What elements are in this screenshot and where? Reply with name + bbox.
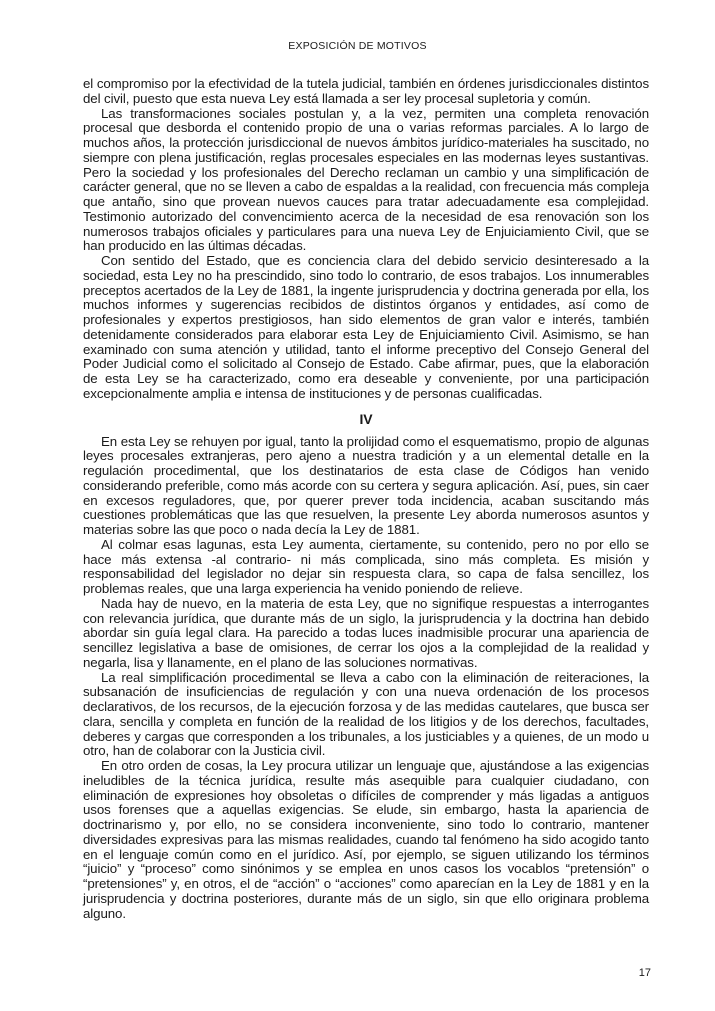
paragraph: En esta Ley se rehuyen por igual, tanto la prolijidad como el esquematismo, propio de algunas leyes procesales extranjeras, pero ajeno a nuestra tradición y a un elemental detalle en la regulación procedimental, que los destinatarios de esta clase de Códigos han venido considerando preferible, como más acorde con su certera y segura aplicación. Así, pues, sin caer en excesos reguladores, que, por querer prever toda incidencia, acaban suscitando más cuestiones problemáticas que las que resuelven, la presente Ley aborda numerosos asuntos y materias sobre las que poco o nada decía la Ley de 1881. — [83, 433, 649, 537]
paragraph: En otro orden de cosas, la Ley procura utilizar un lenguaje que, ajustándose a las exigencias ineludibles de la técnica jurídica, resulte más asequible para cualquier ciudadano, con eliminación de expresiones hoy obsoletas o difíciles de comprender y más ligadas a antiguos usos forenses que a aquellas exigencias. Se elude, sin embargo, hasta la apariencia de doctrinarismo y, por ello, no se considera inconveniente, sino todo lo contrario, mantener diversidades expresivas para las mismas realidades, cuando tal fenómeno ha sido acogido tanto en el lenguaje común como en el jurídico. Así, por ejemplo, se siguen utilizando los términos “juicio” y “proceso” como sinónimos y se emplea en unos casos los vocablos “pretensión” o “pretensiones” y, en otros, el de “acción” o “acciones” como aparecían en la Ley de 1881 y en la jurisprudencia y doctrina posteriores, durante más de un siglo, sin que ello originara problema alguno. — [83, 758, 649, 921]
paragraph: La real simplificación procedimental se lleva a cabo con la eliminación de reiteraciones, la subsanación de insuficiencias de regulación y con una nueva ordenación de los procesos declarativos, de los recursos, de la ejecución forzosa y de las medidas cautelares, que busca ser clara, sencilla y completa en función de la realidad de los litigios y de los derechos, facultades, deberes y cargas que corresponden a los tribunales, a los justiciables y a quienes, de un modo u otro, han de colaborar con la Justicia civil. — [83, 669, 649, 759]
paragraph: Al colmar esas lagunas, esta Ley aumenta, ciertamente, su contenido, pero no por ello se hace más extensa -al contrario- ni más complicada, sino más completa. Es misión y responsabilidad del legislador no dejar sin respuesta clara, so capa de falsa sencillez, los problemas reales, que una larga experiencia ha venido poniendo de relieve. — [83, 536, 649, 596]
page-number: 17 — [638, 967, 651, 979]
paragraph-continuation: el compromiso por la efectividad de la tutela judicial, también en órdenes jurisdiccionales distintos del civil, puesto que esta nueva Ley está llamada a ser ley procesal supletoria y común. — [83, 76, 649, 106]
paragraph: Con sentido del Estado, que es conciencia clara del debido servicio desinteresado a la sociedad, esta Ley no ha prescindido, sino todo lo contrario, de esos trabajos. Los innumerables preceptos acertados de la Ley de 1881, la ingente jurisprudencia y doctrina generada por ella, los muchos informes y sugerencias recibidos de distintos órganos y entidades, así como de profesionales y expertos prestigiosos, han sido elementos de gran valor e interés, también detenidamente considerados para elaborar esta Ley de Enjuiciamiento Civil. Asimismo, se han examinado con suma atención y utilidad, tanto el informe preceptivo del Consejo General del Poder Judicial como el solicitado al Consejo de Estado. Cabe afirmar, pues, que la elaboración de esta Ley se ha caracterizado, como era deseable y conveniente, por una participación excepcionalmente amplia e intensa de instituciones y de personas cualificadas. — [83, 253, 649, 401]
paragraph: Las transformaciones sociales postulan y, a la vez, permiten una completa renovación procesal que desborda el contenido propio de una o varias reformas parciales. A lo largo de muchos años, la protección jurisdiccional de nuevos ámbitos jurídico-materiales ha suscitado, no siempre con plena justificación, reglas procesales especiales en las modernas leyes sustantivas. Pero la sociedad y los profesionales del Derecho reclaman un cambio y una simplificación de carácter general, que no se lleven a cabo de espaldas a la realidad, con frecuencia más compleja que antaño, sino que provean nuevos cauces para tratar adecuadamente esa complejidad. Testimonio autorizado del convencimiento acerca de la necesidad de esa renovación son los numerosos trabajos oficiales y particulares para una nueva Ley de Enjuiciamiento Civil, que se han producido en las últimas décadas. — [83, 105, 649, 254]
paragraph: Nada hay de nuevo, en la materia de esta Ley, que no signifique respuestas a interrogantes con relevancia jurídica, que durante más de un siglo, la jurisprudencia y la doctrina han debido abordar sin guía legal clara. Ha parecido a todas luces inadmisible procurar una apariencia de sencillez legislativa a base de omisiones, de cerrar los ojos a la complejidad de la realidad y negarla, lisa y llanamente, en el plano de las soluciones normativas. — [83, 595, 649, 670]
running-header: EXPOSICIÓN DE MOTIVOS — [288, 40, 427, 52]
body-text — [83, 77, 649, 921]
section-heading: IV — [359, 410, 373, 427]
